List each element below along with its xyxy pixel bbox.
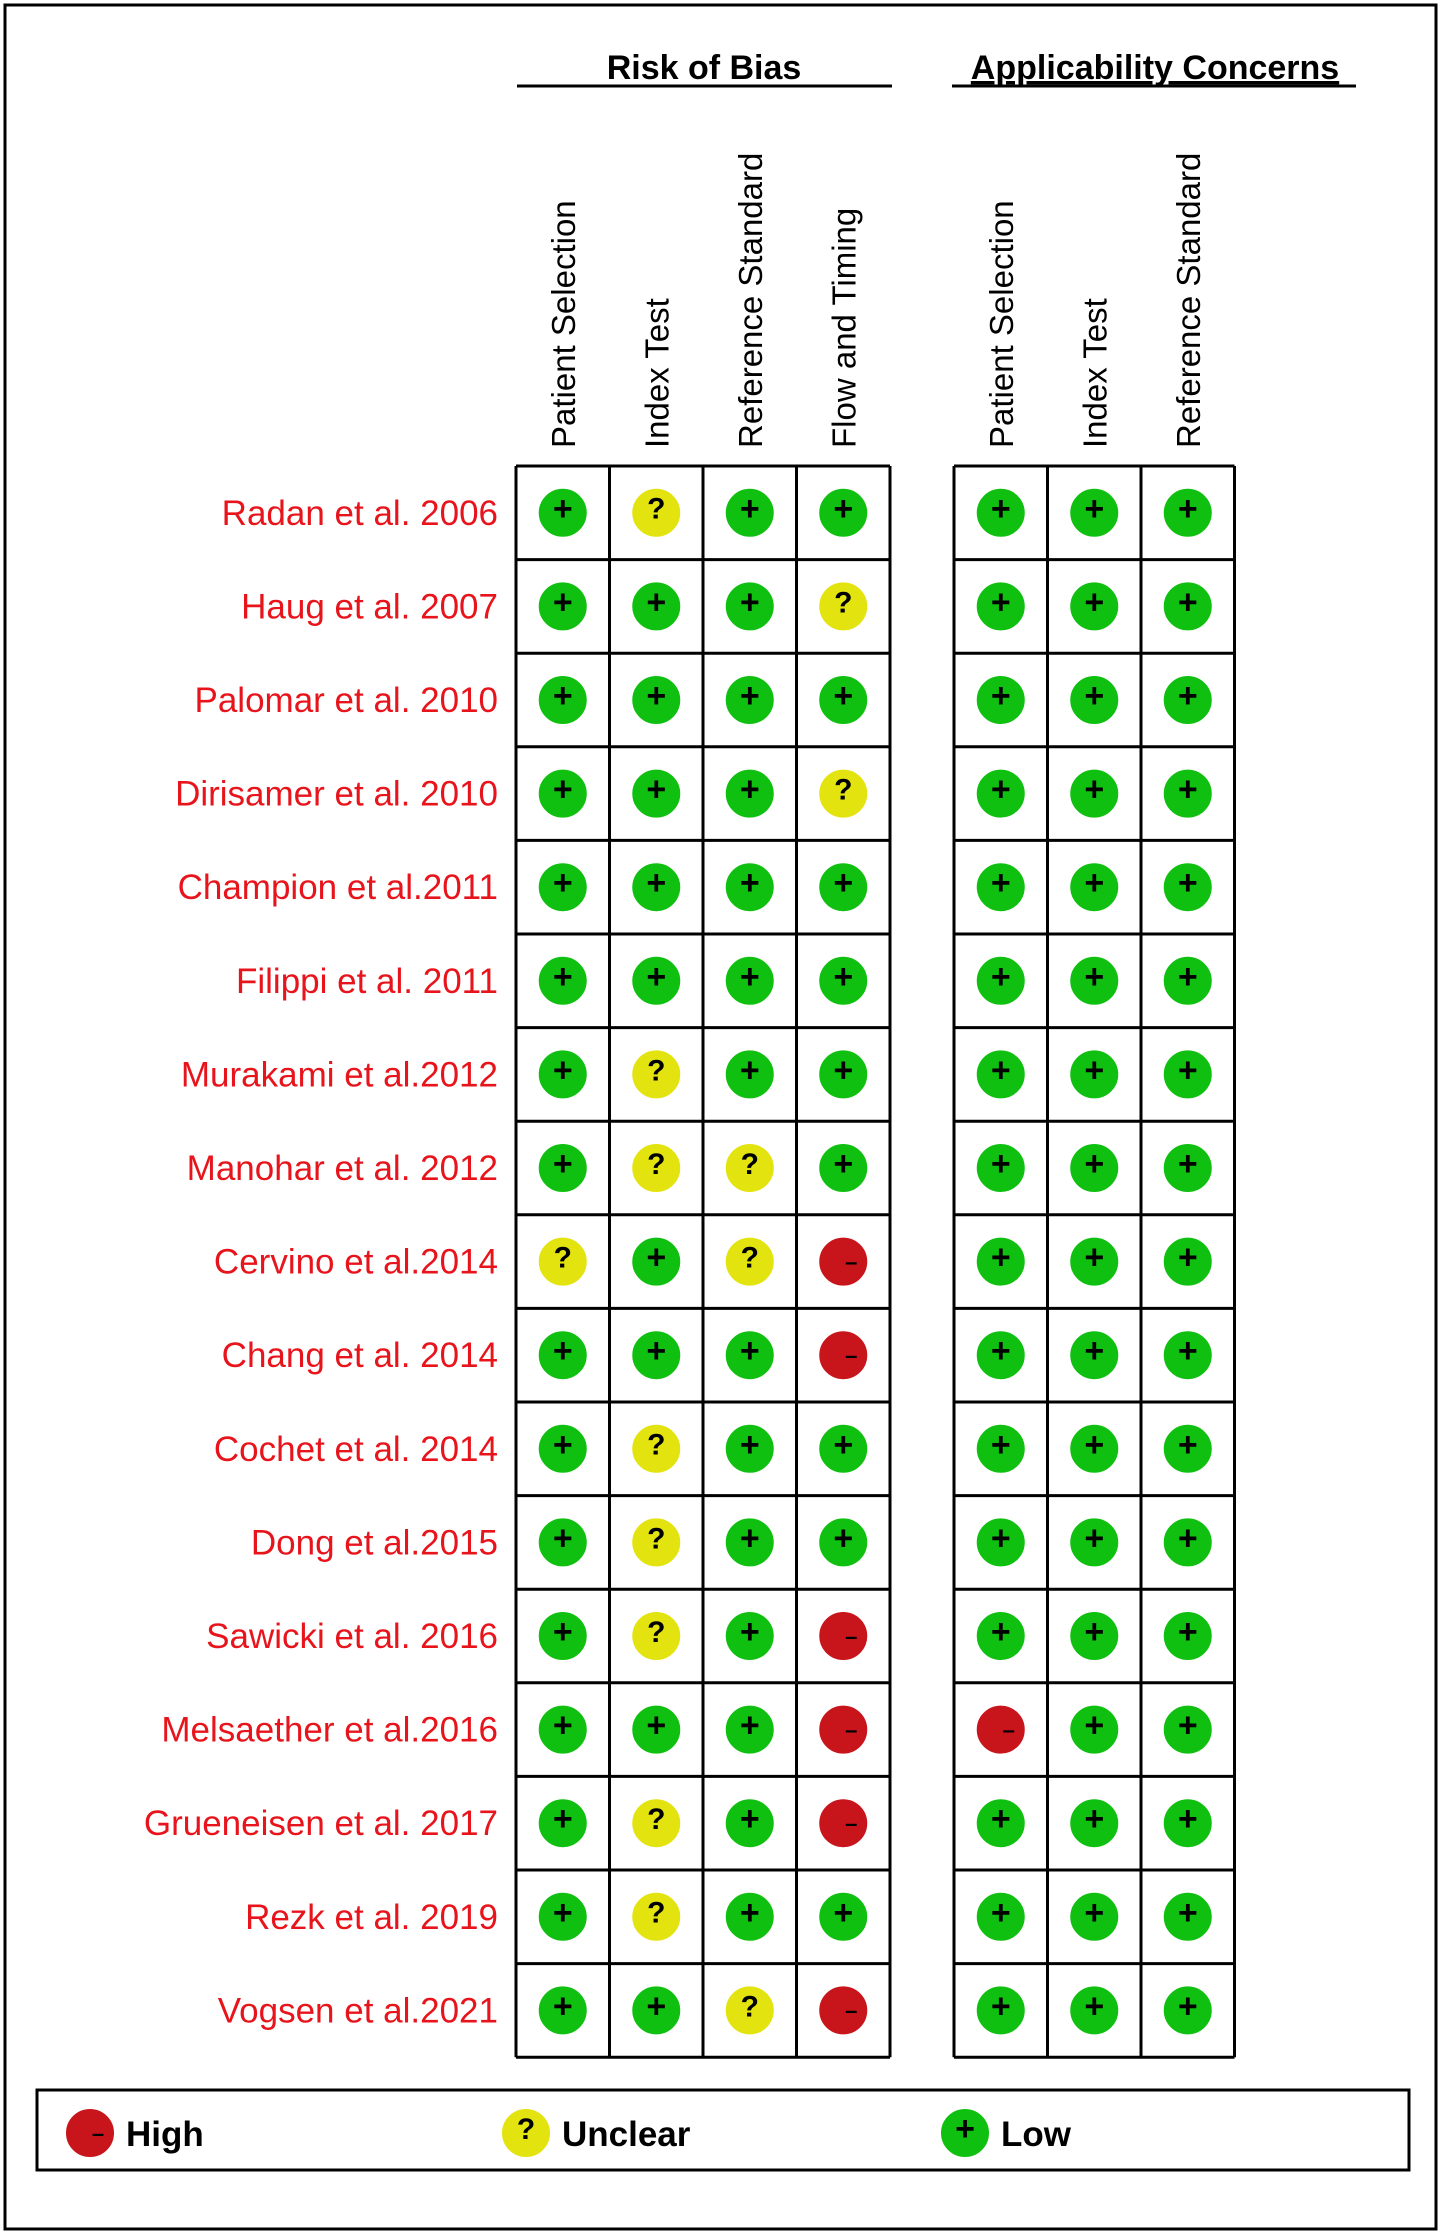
- svg-text:+: +: [552, 864, 573, 903]
- svg-text:–: –: [1002, 1717, 1015, 1743]
- svg-text:+: +: [1177, 957, 1198, 996]
- svg-text:+: +: [1084, 864, 1105, 903]
- svg-text:+: +: [1177, 1519, 1198, 1558]
- rob-marker-low: [818, 488, 868, 538]
- applicability-marker-low: [1163, 1611, 1213, 1661]
- study-label: Vogsen et al.2021: [217, 1991, 498, 2031]
- rob-marker-unclear: [725, 1237, 775, 1287]
- svg-text:+: +: [990, 1519, 1011, 1558]
- rob-marker-unclear: [631, 1049, 681, 1099]
- svg-text:–: –: [845, 1998, 858, 2024]
- rob-marker-low: [725, 675, 775, 725]
- applicability-marker-low: [1163, 862, 1213, 912]
- svg-text:?: ?: [647, 1896, 666, 1930]
- applicability-marker-low: [976, 1892, 1026, 1942]
- rob-marker-high: [818, 1611, 868, 1661]
- svg-text:+: +: [739, 489, 760, 528]
- applicability-marker-low: [1069, 769, 1119, 819]
- svg-text:+: +: [833, 1519, 854, 1558]
- rob-marker-low: [725, 862, 775, 912]
- svg-text:+: +: [552, 1425, 573, 1464]
- svg-text:+: +: [990, 489, 1011, 528]
- svg-text:+: +: [1084, 1425, 1105, 1464]
- svg-text:+: +: [990, 957, 1011, 996]
- rob-marker-high: [818, 1330, 868, 1380]
- svg-text:+: +: [990, 1612, 1011, 1651]
- svg-text:+: +: [1084, 1519, 1105, 1558]
- rob-marker-unclear: [725, 1985, 775, 2035]
- svg-text:+: +: [1177, 1332, 1198, 1371]
- svg-text:+: +: [739, 957, 760, 996]
- rob-marker-low: [725, 488, 775, 538]
- rob-marker-low: [725, 1705, 775, 1755]
- svg-text:+: +: [552, 1800, 573, 1839]
- rob-marker-low: [538, 1143, 588, 1193]
- svg-text:+: +: [1084, 1706, 1105, 1745]
- rob-marker-low: [538, 1611, 588, 1661]
- svg-text:?: ?: [647, 492, 666, 526]
- rob-marker-low: [538, 675, 588, 725]
- rob-marker-low: [725, 1049, 775, 1099]
- svg-text:?: ?: [647, 1615, 666, 1649]
- study-label: Melsaether et al.2016: [161, 1710, 498, 1750]
- rob-marker-unclear: [631, 1892, 681, 1942]
- svg-text:+: +: [833, 1051, 854, 1090]
- rob-marker-unclear: [631, 488, 681, 538]
- svg-text:+: +: [990, 1238, 1011, 1277]
- rob-marker-unclear: [725, 1143, 775, 1193]
- applicability-marker-low: [976, 769, 1026, 819]
- rob-marker-high: [818, 1705, 868, 1755]
- svg-text:+: +: [739, 1800, 760, 1839]
- svg-text:+: +: [990, 676, 1011, 715]
- svg-text:?: ?: [647, 1054, 666, 1088]
- applicability-marker-low: [1069, 1705, 1119, 1755]
- applicability-marker-low: [976, 1611, 1026, 1661]
- svg-text:+: +: [739, 770, 760, 809]
- applicability-marker-low: [1163, 581, 1213, 631]
- column-header-applicability-concerns-index-test: Index Test: [1076, 298, 1114, 448]
- svg-text:+: +: [646, 1987, 667, 2026]
- svg-text:+: +: [990, 1332, 1011, 1371]
- svg-text:?: ?: [516, 2112, 536, 2146]
- applicability-marker-low: [1069, 675, 1119, 725]
- svg-text:+: +: [739, 1612, 760, 1651]
- svg-text:+: +: [739, 1051, 760, 1090]
- rob-marker-low: [818, 675, 868, 725]
- rob-marker-low: [725, 1611, 775, 1661]
- legend-marker-unclear: [501, 2108, 551, 2158]
- applicability-marker-low: [1163, 769, 1213, 819]
- svg-text:+: +: [1177, 864, 1198, 903]
- rob-marker-low: [818, 1424, 868, 1474]
- svg-text:+: +: [739, 864, 760, 903]
- rob-marker-low: [538, 1985, 588, 2035]
- rob-marker-unclear: [818, 581, 868, 631]
- rob-marker-low: [725, 1798, 775, 1848]
- applicability-marker-low: [1163, 1049, 1213, 1099]
- applicability-marker-low: [976, 1330, 1026, 1380]
- study-label: Palomar et al. 2010: [194, 681, 498, 720]
- column-header-risk-of-bias-reference-standard: Reference Standard: [731, 152, 769, 448]
- rob-marker-low: [725, 769, 775, 819]
- applicability-marker-low: [1163, 1237, 1213, 1287]
- applicability-marker-low: [1069, 1424, 1119, 1474]
- applicability-marker-low: [1069, 1049, 1119, 1099]
- study-label: Radan et al. 2006: [221, 493, 498, 533]
- study-label: Murakami et al.2012: [180, 1055, 498, 1095]
- applicability-marker-low: [1163, 488, 1213, 538]
- svg-text:+: +: [739, 676, 760, 715]
- svg-text:–: –: [845, 1811, 858, 1837]
- svg-text:–: –: [845, 1623, 858, 1649]
- svg-text:+: +: [552, 1519, 573, 1558]
- rob-marker-low: [631, 581, 681, 631]
- svg-text:+: +: [990, 1144, 1011, 1183]
- applicability-marker-low: [1069, 1517, 1119, 1567]
- svg-text:+: +: [739, 583, 760, 622]
- svg-text:+: +: [990, 1893, 1011, 1932]
- svg-text:+: +: [646, 1706, 667, 1745]
- study-label: Cervino et al.2014: [213, 1242, 498, 1282]
- svg-text:+: +: [1084, 1612, 1105, 1651]
- svg-text:–: –: [845, 1717, 858, 1743]
- svg-text:+: +: [1084, 676, 1105, 715]
- rob-marker-low: [538, 1798, 588, 1848]
- svg-text:+: +: [990, 864, 1011, 903]
- svg-text:+: +: [1084, 1987, 1105, 2026]
- rob-marker-low: [725, 581, 775, 631]
- column-header-applicability-concerns-patient-selection: Patient Selection: [982, 200, 1020, 448]
- applicability-marker-low: [1069, 1611, 1119, 1661]
- legend-marker-low: [940, 2108, 990, 2158]
- svg-text:–: –: [845, 1249, 858, 1275]
- column-header-risk-of-bias-flow-and-timing: Flow and Timing: [825, 207, 863, 448]
- rob-marker-low: [818, 862, 868, 912]
- rob-marker-low: [631, 1237, 681, 1287]
- column-header-risk-of-bias-index-test: Index Test: [638, 298, 676, 448]
- svg-text:–: –: [845, 1343, 858, 1369]
- study-label: Dirisamer et al. 2010: [175, 774, 498, 814]
- svg-text:+: +: [646, 957, 667, 996]
- svg-text:?: ?: [740, 1241, 759, 1275]
- svg-text:+: +: [1177, 1425, 1198, 1464]
- study-label: Cochet et al. 2014: [213, 1429, 498, 1469]
- study-label: Manohar et al. 2012: [186, 1149, 498, 1188]
- study-label: Filippi et al. 2011: [235, 961, 498, 1001]
- svg-text:?: ?: [647, 1803, 666, 1837]
- rob-marker-high: [818, 1985, 868, 2035]
- svg-text:+: +: [739, 1425, 760, 1464]
- svg-text:+: +: [833, 489, 854, 528]
- svg-text:+: +: [552, 676, 573, 715]
- rob-marker-low: [631, 1705, 681, 1755]
- svg-text:+: +: [1177, 1144, 1198, 1183]
- applicability-marker-low: [976, 1424, 1026, 1474]
- svg-text:+: +: [1084, 1238, 1105, 1277]
- svg-text:+: +: [739, 1332, 760, 1371]
- legend-label: Low: [1001, 2115, 1071, 2154]
- svg-text:?: ?: [834, 586, 853, 620]
- svg-text:+: +: [1177, 1051, 1198, 1090]
- applicability-marker-high: [976, 1705, 1026, 1755]
- svg-text:+: +: [955, 2109, 975, 2148]
- svg-text:+: +: [1177, 1893, 1198, 1932]
- svg-text:+: +: [646, 583, 667, 622]
- svg-text:+: +: [552, 1612, 573, 1651]
- svg-text:+: +: [646, 1238, 667, 1277]
- rob-marker-low: [818, 1517, 868, 1567]
- rob-marker-low: [538, 862, 588, 912]
- legend-item-low: [940, 2108, 1072, 2158]
- applicability-marker-low: [1069, 1985, 1119, 2035]
- rob-marker-low: [538, 1517, 588, 1567]
- applicability-marker-low: [1069, 956, 1119, 1006]
- svg-text:?: ?: [647, 1428, 666, 1462]
- applicability-marker-low: [1163, 1330, 1213, 1380]
- rob-marker-low: [818, 1049, 868, 1099]
- rob-marker-low: [818, 956, 868, 1006]
- study-label: Haug et al. 2007: [241, 587, 498, 627]
- svg-text:?: ?: [647, 1147, 666, 1181]
- legend-label: High: [126, 2115, 204, 2154]
- rob-marker-low: [538, 1705, 588, 1755]
- rob-marker-high: [818, 1237, 868, 1287]
- svg-text:+: +: [552, 489, 573, 528]
- applicability-marker-low: [1069, 1143, 1119, 1193]
- applicability-marker-low: [976, 675, 1026, 725]
- study-label: Dong et al.2015: [250, 1523, 498, 1563]
- study-label: Rezk et al. 2019: [245, 1897, 498, 1937]
- svg-text:+: +: [1084, 770, 1105, 809]
- applicability-marker-low: [976, 1049, 1026, 1099]
- rob-marker-low: [818, 1892, 868, 1942]
- applicability-marker-low: [976, 956, 1026, 1006]
- applicability-marker-low: [1069, 1892, 1119, 1942]
- svg-text:+: +: [739, 1893, 760, 1932]
- svg-text:+: +: [552, 1987, 573, 2026]
- svg-text:+: +: [1084, 1051, 1105, 1090]
- applicability-marker-low: [1163, 1424, 1213, 1474]
- svg-text:+: +: [739, 1706, 760, 1745]
- svg-text:+: +: [1177, 583, 1198, 622]
- applicability-marker-low: [1163, 1892, 1213, 1942]
- svg-text:+: +: [1084, 1332, 1105, 1371]
- applicability-marker-low: [976, 581, 1026, 631]
- rob-marker-low: [818, 1143, 868, 1193]
- svg-text:+: +: [646, 770, 667, 809]
- svg-text:+: +: [833, 676, 854, 715]
- svg-text:+: +: [1084, 1893, 1105, 1932]
- rob-marker-low: [538, 1892, 588, 1942]
- svg-text:+: +: [833, 1425, 854, 1464]
- rob-marker-low: [538, 1330, 588, 1380]
- rob-marker-low: [631, 862, 681, 912]
- svg-text:+: +: [646, 864, 667, 903]
- svg-text:+: +: [1177, 489, 1198, 528]
- rob-marker-unclear: [631, 1424, 681, 1474]
- svg-text:+: +: [990, 1425, 1011, 1464]
- rob-marker-low: [538, 488, 588, 538]
- svg-text:+: +: [990, 583, 1011, 622]
- svg-text:?: ?: [740, 1147, 759, 1181]
- svg-text:+: +: [1084, 583, 1105, 622]
- applicability-marker-low: [976, 1237, 1026, 1287]
- applicability-marker-low: [976, 1517, 1026, 1567]
- svg-text:+: +: [990, 1051, 1011, 1090]
- applicability-marker-low: [976, 488, 1026, 538]
- svg-text:+: +: [552, 1893, 573, 1932]
- rob-marker-unclear: [818, 769, 868, 819]
- legend-item-unclear: [501, 2108, 691, 2158]
- svg-text:+: +: [1084, 1800, 1105, 1839]
- svg-text:+: +: [1177, 770, 1198, 809]
- svg-text:–: –: [91, 2120, 105, 2146]
- column-header-applicability-concerns-reference-standard: Reference Standard: [1169, 152, 1207, 448]
- rob-marker-unclear: [631, 1611, 681, 1661]
- group-title-risk-of-bias: Risk of Bias: [606, 49, 802, 87]
- svg-text:+: +: [552, 1051, 573, 1090]
- svg-text:+: +: [552, 583, 573, 622]
- applicability-marker-low: [1163, 675, 1213, 725]
- rob-marker-low: [631, 1330, 681, 1380]
- rob-marker-low: [631, 769, 681, 819]
- svg-text:?: ?: [647, 1522, 666, 1556]
- applicability-marker-low: [1069, 1330, 1119, 1380]
- rob-marker-unclear: [538, 1237, 588, 1287]
- applicability-marker-low: [1163, 1985, 1213, 2035]
- svg-text:?: ?: [740, 1990, 759, 2024]
- applicability-marker-low: [1069, 1798, 1119, 1848]
- rob-marker-low: [631, 675, 681, 725]
- svg-text:+: +: [833, 957, 854, 996]
- applicability-marker-low: [976, 1985, 1026, 2035]
- svg-text:+: +: [1084, 489, 1105, 528]
- svg-text:+: +: [833, 864, 854, 903]
- rob-marker-low: [725, 956, 775, 1006]
- svg-text:?: ?: [834, 773, 853, 807]
- applicability-marker-low: [976, 1798, 1026, 1848]
- svg-text:+: +: [552, 957, 573, 996]
- rob-marker-low: [725, 1517, 775, 1567]
- applicability-marker-low: [1069, 581, 1119, 631]
- rob-marker-unclear: [631, 1143, 681, 1193]
- svg-text:+: +: [646, 676, 667, 715]
- svg-text:+: +: [990, 770, 1011, 809]
- rob-marker-low: [538, 1049, 588, 1099]
- applicability-marker-low: [1069, 1237, 1119, 1287]
- rob-marker-low: [631, 956, 681, 1006]
- svg-text:+: +: [833, 1893, 854, 1932]
- applicability-marker-low: [1069, 488, 1119, 538]
- rob-marker-low: [725, 1424, 775, 1474]
- svg-text:+: +: [552, 1144, 573, 1183]
- svg-text:+: +: [552, 1332, 573, 1371]
- svg-text:+: +: [552, 1706, 573, 1745]
- rob-marker-low: [631, 1985, 681, 2035]
- svg-text:+: +: [833, 1144, 854, 1183]
- applicability-marker-low: [1069, 862, 1119, 912]
- rob-marker-low: [538, 581, 588, 631]
- applicability-marker-low: [1163, 1143, 1213, 1193]
- svg-text:+: +: [552, 770, 573, 809]
- svg-text:+: +: [646, 1332, 667, 1371]
- applicability-marker-low: [976, 862, 1026, 912]
- rob-marker-low: [725, 1330, 775, 1380]
- applicability-marker-low: [1163, 1517, 1213, 1567]
- svg-text:+: +: [990, 1800, 1011, 1839]
- rob-marker-low: [538, 769, 588, 819]
- study-label: Sawicki et al. 2016: [206, 1617, 498, 1656]
- rob-marker-low: [538, 1424, 588, 1474]
- rob-marker-unclear: [631, 1517, 681, 1567]
- svg-text:+: +: [990, 1987, 1011, 2026]
- svg-text:?: ?: [553, 1241, 572, 1275]
- svg-text:+: +: [739, 1519, 760, 1558]
- svg-text:+: +: [1177, 1800, 1198, 1839]
- study-label: Champion et al.2011: [177, 868, 498, 908]
- svg-text:+: +: [1177, 1987, 1198, 2026]
- rob-marker-low: [725, 1892, 775, 1942]
- study-label: Grueneisen et al. 2017: [143, 1804, 498, 1844]
- svg-text:+: +: [1177, 1612, 1198, 1651]
- applicability-marker-low: [1163, 956, 1213, 1006]
- rob-marker-high: [818, 1798, 868, 1848]
- column-header-risk-of-bias-patient-selection: Patient Selection: [544, 200, 582, 448]
- study-label: Chang et al. 2014: [221, 1336, 498, 1376]
- legend-marker-high: [65, 2108, 115, 2158]
- rob-marker-low: [538, 956, 588, 1006]
- svg-text:+: +: [1084, 1144, 1105, 1183]
- applicability-marker-low: [1163, 1705, 1213, 1755]
- group-title-applicability: Applicability Concerns: [970, 49, 1340, 87]
- svg-text:+: +: [1177, 676, 1198, 715]
- legend-label: Unclear: [562, 2115, 691, 2154]
- svg-text:+: +: [1084, 957, 1105, 996]
- legend-item-high: [65, 2108, 204, 2158]
- svg-text:+: +: [1177, 1238, 1198, 1277]
- applicability-marker-low: [1163, 1798, 1213, 1848]
- svg-text:+: +: [1177, 1706, 1198, 1745]
- applicability-marker-low: [976, 1143, 1026, 1193]
- rob-marker-unclear: [631, 1798, 681, 1848]
- figure-border: [5, 5, 1436, 2229]
